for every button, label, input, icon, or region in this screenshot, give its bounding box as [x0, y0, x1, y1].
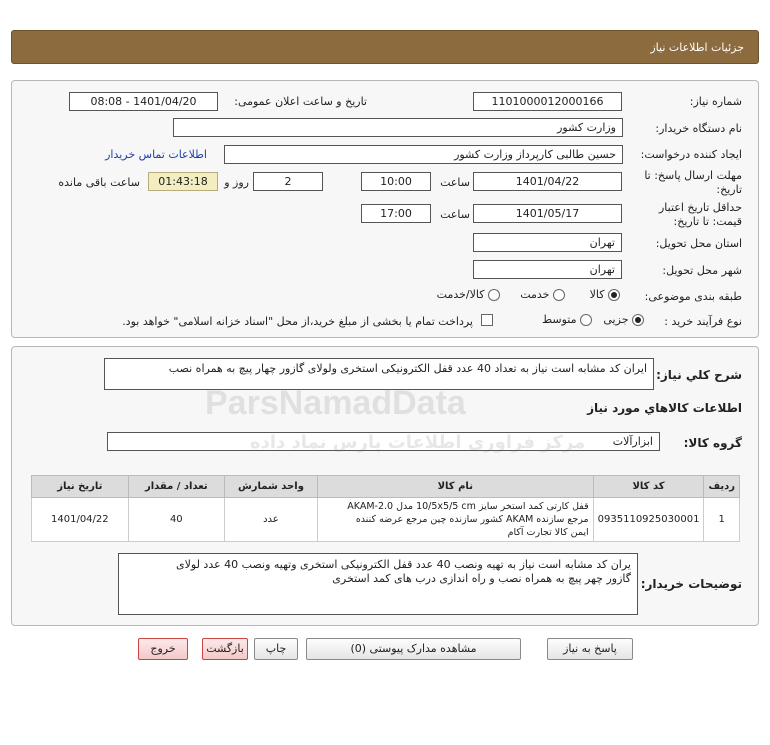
col-qty: تعداد / مقدار: [128, 476, 224, 498]
reply-time-label: ساعت: [440, 176, 470, 189]
validity-time-field: 17:00: [361, 204, 431, 223]
group-field: ابزارآلات: [107, 432, 660, 451]
reply-date-field: 1401/04/22: [473, 172, 622, 191]
summary-field: ایران کد مشابه است نیاز به تعداد 40 عدد قفل الکترونیکی استخری ولولای گازور چهار پیچ به همراه نصب: [104, 358, 654, 390]
table-header-row: [32, 476, 740, 498]
buyer-org-label: نام دستگاه خریدار:: [655, 122, 742, 135]
process-medium-radio[interactable]: متوسط: [542, 313, 592, 326]
treasury-payment-checkbox[interactable]: [481, 313, 493, 326]
group-label: گروه کالا:: [683, 436, 742, 450]
cell-index: 1: [704, 498, 740, 542]
col-unit: واحد شمارش: [224, 476, 317, 498]
col-name: نام کالا: [317, 476, 593, 498]
print-button[interactable]: چاپ: [254, 638, 298, 660]
exit-button[interactable]: خروج: [138, 638, 188, 660]
payment-note: پرداخت تمام یا بخشی از مبلغ خرید،از محل "اسناد خزانه اسلامی" خواهد بود.: [122, 315, 473, 328]
days-field: 2: [253, 172, 323, 191]
remaining-time-field: 01:43:18: [148, 172, 218, 191]
process-label: نوع فرآیند خرید :: [664, 315, 742, 328]
delivery-place-field: تهران: [473, 233, 622, 252]
cell-unit: عدد: [224, 498, 317, 542]
cell-date: 1401/04/22: [32, 498, 129, 542]
days-label: روز و: [224, 176, 249, 189]
page-header: [11, 30, 759, 64]
delivery-city-label: شهر محل تحویل:: [662, 264, 742, 277]
category-goods-service-radio[interactable]: کالا/خدمت: [437, 288, 500, 301]
need-number-label: شماره نیاز:: [689, 95, 742, 108]
validity-label-2: قیمت: تا تاریخ:: [673, 215, 742, 228]
validity-time-label: ساعت: [440, 208, 470, 221]
creator-label: ایجاد کننده درخواست:: [640, 148, 742, 161]
creator-field: حسین طالبی کارپرداز وزارت کشور: [224, 145, 623, 164]
category-goods-radio[interactable]: کالا: [590, 288, 620, 301]
announce-field: 1401/04/20 - 08:08: [69, 92, 218, 111]
cell-name: قفل کارتی کمد استخر سایز 10/5x5/5 cm مدل AKAM-2.0 مرجع سازنده AKAM کشور سازنده چین مرجع عرضه کننده ایمن کالا تجارت آکام: [317, 498, 593, 542]
reply-time-field: 10:00: [361, 172, 431, 191]
summary-label: شرح کلي نياز:: [656, 368, 742, 382]
announce-label: تاریخ و ساعت اعلان عمومی:: [234, 95, 367, 108]
cell-qty: 40: [128, 498, 224, 542]
contact-buyer-link[interactable]: اطلاعات تماس خریدار: [105, 148, 207, 161]
cell-code: 0935110925030001: [593, 498, 704, 542]
remaining-label: ساعت باقی مانده: [58, 176, 140, 189]
items-table: [31, 475, 740, 542]
buyer-org-field: وزارت کشور: [173, 118, 623, 137]
need-number-field: 1101000012000166: [473, 92, 622, 111]
table-row: [32, 498, 740, 542]
buyer-notes-field: یران کد مشابه است نیاز به تهیه ونصب 40 عدد قفل الکترونیکی استخری وتهیه ونصب 40 عدد لولای گازور چهر پیچ به همراه نصب و راه اندازی درب های کمد استخری: [118, 553, 638, 615]
col-date: تاریخ نیاز: [32, 476, 129, 498]
process-minor-radio[interactable]: جزیی: [603, 313, 644, 326]
category-service-radio[interactable]: خدمت: [520, 288, 565, 301]
validity-label: حداقل تاریخ اعتبار: [658, 201, 742, 214]
back-button[interactable]: بازگشت: [202, 638, 248, 660]
reply-button[interactable]: پاسخ به نیاز: [547, 638, 633, 660]
validity-date-field: 1401/05/17: [473, 204, 622, 223]
col-index: ردیف: [704, 476, 740, 498]
col-code: کد کالا: [593, 476, 704, 498]
view-attachments-button[interactable]: مشاهده مدارک پیوستی (0): [306, 638, 521, 660]
delivery-place-label: استان محل تحویل:: [655, 237, 742, 250]
buyer-notes-label: توضیحات خریدار:: [640, 577, 742, 591]
reply-deadline-label-2: تاریخ:: [716, 183, 742, 196]
delivery-city-field: تهران: [473, 260, 622, 279]
reply-deadline-label: مهلت ارسال پاسخ: تا: [644, 169, 742, 182]
page-title: جزئیات اطلاعات نیاز: [650, 41, 744, 54]
category-label: طبقه بندی موضوعی:: [644, 290, 742, 303]
goods-info-title: اطلاعات کالاهاي مورد نياز: [587, 401, 742, 415]
